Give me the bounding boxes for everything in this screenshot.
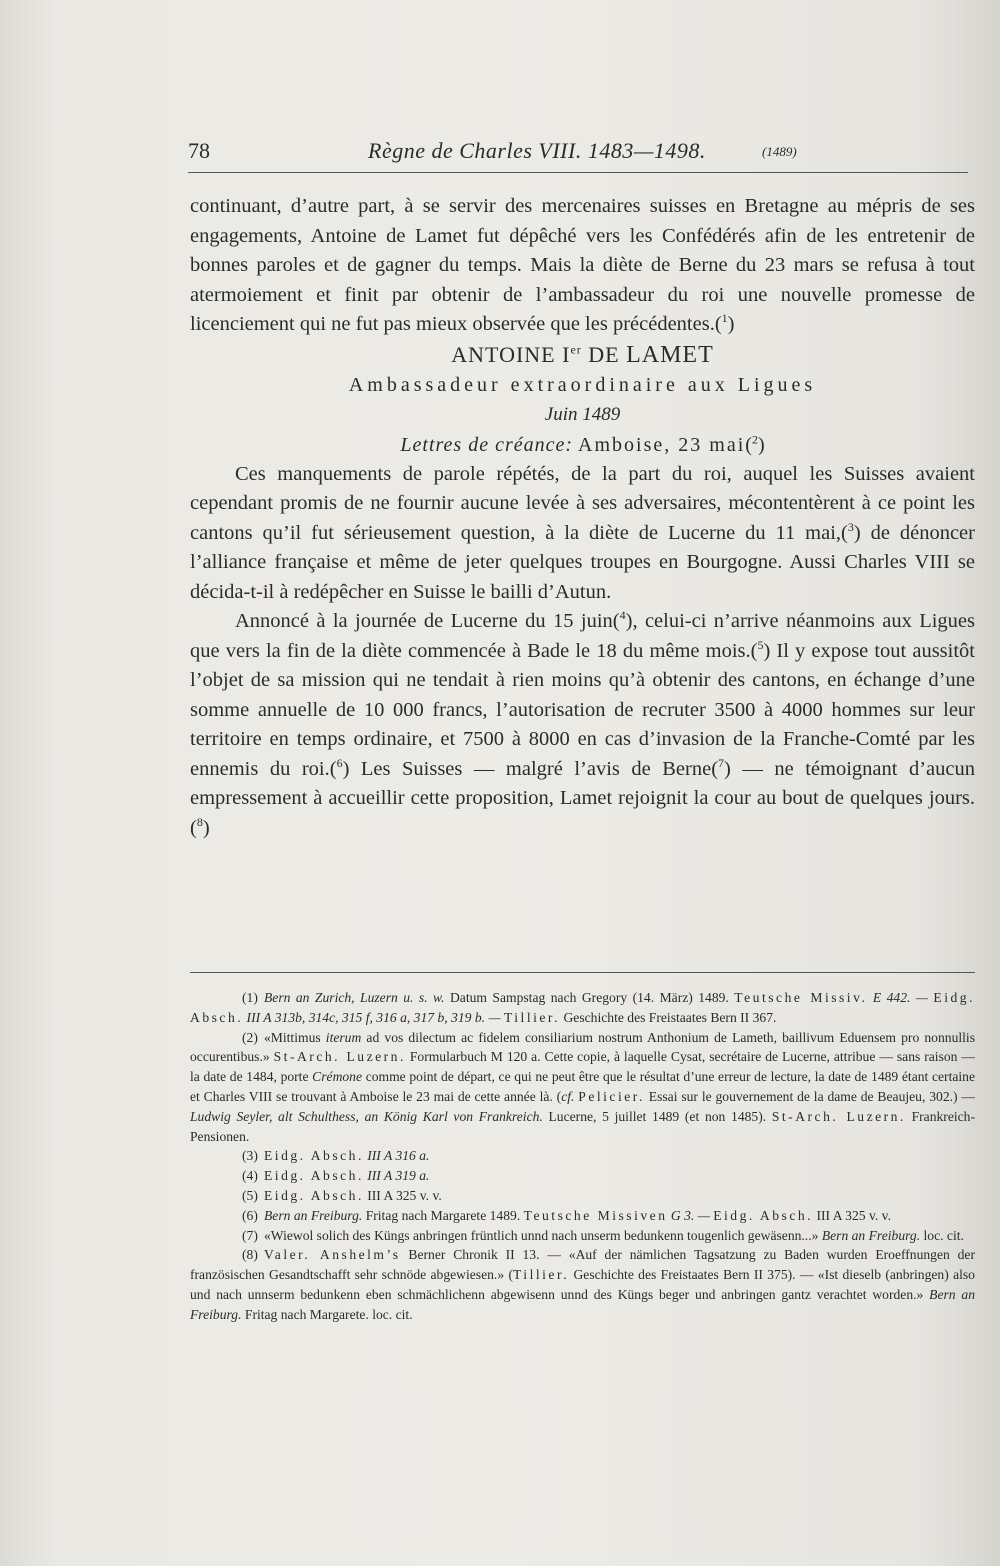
fn-text: comme point de départ, ce qui ne peut être que le résultat d’une erreur de lecture, la date de 1489 étant certaine et Charles VIII se trouvant à Amboise le 23 mai de cette année là. ( [190, 1069, 975, 1104]
fn-source: Teutsche Missiv. [734, 990, 868, 1005]
intro-paragraph: continuant, d’autre part, à se servir des mercenaires suisses en Bretagne au mépris de ses engagements, Antoine de Lamet fut dépêché vers les Confédérés afin de les entretenir de bonnes paroles et de gagner du temps. Mais la diète de Berne du 23 mars se refusa à tout atermoiement et finit par obtenir de l’ambassadeur du roi une nouvelle promesse de licenciement qui ne fut pas mieux observée que les précédentes.($^1$) [190, 195, 975, 335]
fn-text: ad vos dilectum ac fidelem consiliarium nostrum Anthonium de Lameth, baillivum Eduensem pro nonnullis occurentibus.» [190, 1029, 975, 1065]
fn-text: G 3. — [667, 1207, 714, 1223]
footnote-number: (7) [242, 1227, 258, 1243]
footnote-ref[interactable]: 1 [721, 311, 728, 326]
footnote-1 [190, 988, 975, 1028]
running-header [188, 138, 968, 174]
fn-text: Fritag nach Margarete. loc. cit. [241, 1306, 413, 1322]
fn-text: Fritag nach Margarete 1489. [362, 1207, 524, 1223]
footnote-7 [190, 1226, 975, 1246]
fn-text: Berner Chronik II 13. — «Auf der nämlichen Tagsatzung zu Baden wurden Eroeffnungen der französischen Gesandtschafft sehr schnöde abgewiesen.» ( [190, 1247, 975, 1283]
fn-text: Lucerne, 5 juillet 1489 (et non 1485). [542, 1108, 772, 1124]
running-year: (1489) [762, 144, 797, 159]
footnote-4 [190, 1166, 975, 1186]
credence-label: Lettres de créance: [400, 433, 574, 456]
fn-text: Bern an Freiburg. [190, 1286, 975, 1322]
fn-source: St-Arch. Luzern. [771, 1108, 906, 1124]
text-run: Il y expose tout aussitôt l’objet de sa mission qui ne tendait à rien moins qu’à obtenir des cantons, en échange d’une somme annuelle de 10 000 francs, l’autorisation de recruter 3500 à 4000 hommes sur leur territoire en temps ordinaire, et 7500 à 8000 en cas d’invasion de la Franche-Comté par les ennemis du roi. [190, 639, 975, 780]
main-text [190, 192, 975, 843]
footnote-3 [190, 1146, 975, 1166]
fn-text: Frankreich-Pensionen. [190, 1108, 975, 1144]
fn-source: Eidg. Absch. [264, 1168, 364, 1184]
footnote-ref[interactable]: 3 [847, 519, 854, 534]
paragraph-2: Ces manquements de parole répétés, de la part du roi, auquel les Suisses avaient cependant promis de ne fournir aucune levée à ses adversaires, mécontentèrent à ce point les cantons qu’il fut sérieusement question, à la diète de Lucerne du 11 mai,($^3$) de dénoncer l’alliance française et même de jeter quelques troupes en Bourgogne. Aussi Charles VIII se décida-t-il à redépêcher en Suisse le bailli d’Autun. [190, 462, 975, 603]
fn-text: Ludwig Seyler, alt Schulthess, an König Karl von Frankreich. [190, 1108, 543, 1124]
footnote-ref[interactable]: 7 [718, 755, 725, 770]
text-run: Annoncé à la journée de Lucerne du 15 juin [235, 610, 613, 632]
fn-source: Teutsche Missiven [523, 1207, 668, 1223]
section-date: Juin 1489 [544, 403, 621, 425]
fn-text: Essai sur le gouvernement de la dame de Beaujeu, 302.) — [644, 1088, 975, 1104]
fn-source: Eidg. Absch. [264, 1148, 364, 1164]
footnote-number: (3) [242, 1148, 258, 1164]
header-rule [188, 172, 968, 173]
section-heading [190, 340, 975, 370]
footnote-number: (5) [242, 1187, 258, 1203]
fn-text: Bern an Freiburg. [264, 1207, 363, 1223]
footnote-number: (4) [242, 1168, 258, 1184]
fn-source: Tillier. [503, 1009, 561, 1025]
fn-text: Geschichte des Freistaates Bern II 375). — «Ist dieselb (anbringen) also und nach unnserm bedunkenn eben schmächlichenn abgewisenn unnd des Küngs beger und anbringen gantz verachtet worden.» [190, 1267, 975, 1302]
footnote-ref[interactable]: 6 [336, 755, 343, 770]
fn-text: III A 325 v. v. [363, 1187, 442, 1203]
fn-text: «Mittimus [264, 1029, 326, 1045]
fn-text: cf. [561, 1088, 575, 1104]
credence-place: Amboise, 23 mai [578, 433, 746, 456]
page-number: 78 [188, 138, 210, 163]
fn-text: iterum [325, 1029, 362, 1045]
footnote-ref[interactable]: 8 [196, 814, 203, 829]
footnote-5 [190, 1186, 975, 1206]
fn-source: Pelicier. [578, 1088, 645, 1104]
footnotes [190, 988, 975, 1325]
fn-text: Formularbuch M 120 a. Cette copie, à laquelle Cysat, secrétaire de Lucerne, attribue — sans raison — la date de 1484, porte [190, 1049, 975, 1085]
footnote-ref[interactable]: 5 [757, 637, 764, 652]
footnote-ref[interactable]: 4 [619, 608, 626, 623]
fn-text: Datum Sampstag nach Gregory (14. März) 1489. [444, 990, 735, 1005]
fn-text: Crémone [312, 1069, 363, 1085]
fn-source: St-Arch. Luzern. [273, 1049, 406, 1065]
section-role: Ambassadeur extraordinaire aux Ligues [348, 373, 817, 396]
credence-line: Lettres de créance: Amboise, 23 mai($^2$) [400, 431, 765, 456]
fn-text: Bern an Freiburg. [821, 1227, 921, 1243]
text-run: Ces manquements de parole répétés, de la part du roi, auquel les Suisses avaient cependant promis de ne fournir aucune levée à ses adversaires, mécontentèrent à ce point les cantons qu’il fut sérieusement question, à la diète de Lucerne du 11 mai, [190, 462, 975, 544]
footnote-8 [190, 1245, 975, 1324]
fn-text: loc. cit. [920, 1227, 964, 1243]
fn-text: Geschichte des Freistaates Bern II 367. [560, 1009, 777, 1025]
fn-source: Eidg. Absch. [713, 1207, 814, 1223]
fn-text: III A 313b, 314c, 315 f, 316 a, 317 b, 319 b. — [243, 1009, 504, 1025]
footnote-number: (1) [242, 990, 258, 1005]
text-run: — ne témoignant d’aucun empressement à accueillir cette proposition, Lamet rejoignit la cour au bout de quelques jours. [190, 757, 976, 809]
text-run: de dénoncer l’alliance française et même de jeter quelques troupes en Bourgogne. Aussi Charles VIII se décida-t-il à redépêcher en Suisse le bailli d’Autun. [190, 521, 975, 603]
running-title: Règne de Charles VIII. 1483—1498. [368, 138, 706, 163]
paragraph-3: Annoncé à la journée de Lucerne du 15 juin($^4$), celui-ci n’arrive néanmoins aux Ligues que vers la fin de la diète commencée à Bade le 18 du même mois.($^5$) Il y expose tout aussitôt l’objet de sa mission qui ne tendait à rien moins qu’à obtenir des cantons, en échange d’une somme annuelle de 10 000 francs, l’autorisation de recruter 3500 à 4000 hommes sur leur territoire en temps ordinaire, et 7500 à 8000 en cas d’invasion de la Franche-Comté par les ennemis du roi.($^6$) Les Suisses — malgré l’avis de Berne($^7$) — ne témoignant d’aucun empressement à accueillir cette proposition, Lamet rejoignit la cour au bout de quelques jours.($^8$) [190, 608, 976, 839]
fn-text: Bern an Zurich, Luzern u. s. w. [264, 990, 445, 1005]
heading-name: ANTOINE I [451, 341, 571, 367]
fn-text: III A 316 a. [363, 1148, 430, 1164]
footnote-6 [190, 1206, 975, 1226]
heading-particle: DE [581, 341, 627, 367]
footnote-number: (2) [242, 1029, 258, 1045]
heading-surname: LAMET [626, 341, 714, 368]
fn-source: Eidg. Absch. [190, 990, 975, 1025]
fn-text: III A 319 a. [363, 1168, 430, 1184]
intro-text: continuant, d’autre part, à se servir des mercenaires suisses en Bretagne au mépris de ses engagements, Antoine de Lamet fut dépêché vers les Confédérés afin de les entretenir de bonnes paroles et de gagner du temps. Mais la diète de Berne du 23 mars se refusa à tout atermoiement et finit par obtenir de l’ambassadeur du roi une nouvelle promesse de licenciement qui ne fut pas mieux observée que les précédentes. [190, 195, 975, 335]
text-run: , celui-ci n’arrive néanmoins aux Ligues que vers la fin de la diète commencée à Bade le 18 du même mois. [190, 610, 975, 662]
fn-text: E 442. — [867, 990, 934, 1005]
fn-text: III A 325 v. v. [813, 1207, 891, 1223]
fn-text: «Wiewol solich des Küngs anbringen früntlich unnd nach unserm bedunkenn tougenlich gewäsenn...» [264, 1227, 822, 1243]
footnote-ref[interactable]: 2 [751, 431, 758, 446]
fn-source: Eidg. Absch. [264, 1187, 364, 1203]
footnote-number: (6) [242, 1207, 258, 1223]
footnote-rule [190, 972, 975, 973]
heading-ordinal: er [570, 342, 582, 357]
text-run: Les Suisses — malgré l’avis de Berne [349, 757, 712, 780]
footnote-2 [190, 1028, 975, 1147]
fn-source: Valer. Anshelm’s [264, 1247, 401, 1263]
footnote-number: (8) [242, 1247, 258, 1263]
fn-source: Tillier. [512, 1267, 570, 1283]
